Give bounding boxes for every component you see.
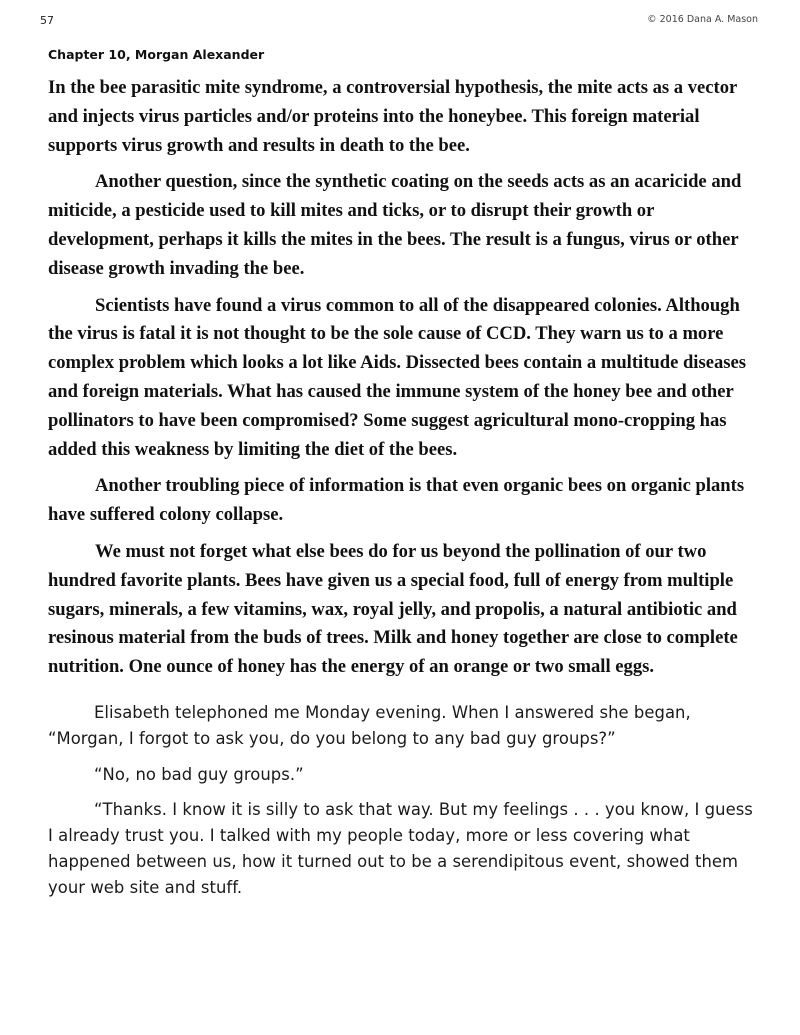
narrative-paragraph: Elisabeth telephoned me Monday evening. When I answered she began, “Morgan, I forgot to ask you, do you belong to any bad guy groups?” bbox=[48, 702, 691, 748]
copyright-notice: © 2016 Dana A. Mason bbox=[647, 14, 758, 25]
chapter-heading: Chapter 10, Morgan Alexander bbox=[48, 47, 265, 62]
bold-paragraph: In the bee parasitic mite syndrome, a controversial hypothesis, the mite acts as a vector and injects virus particles and/or proteins into the honeybee. This foreign material supports virus growth and results in death to the bee. bbox=[48, 77, 737, 156]
bold-paragraph: Scientists have found a virus common to all of the disappeared colonies. Although the virus is fatal it is not thought to be the sole cause of CCD. They warn us to a more complex problem which looks a lot like Aids. Dissected bees contain a multitude diseases and foreign materials. What has caused the immune system of the honey bee and other pollinators to have been compromised? Some suggest agricultural mono-cropping has added this weakness by limiting the diet of the bees. bbox=[48, 294, 746, 460]
narrative-paragraph: “No, no bad guy groups.” bbox=[94, 764, 304, 784]
bold-paragraph: Another troubling piece of information is that even organic bees on organic plants have suffered colony collapse. bbox=[48, 475, 745, 526]
bold-paragraph: We must not forget what else bees do for us beyond the pollination of our two hundred favorite plants. Bees have given us a special food, full of energy from multiple sugars, minerals, a few vitamins, wax, royal jelly, and propolis, a natural antibiotic and resinous material from the buds of trees. Milk and honey together are close to complete nutrition. One ounce of honey has the energy of an orange or two small eggs. bbox=[48, 540, 738, 678]
page-number: 57 bbox=[40, 14, 54, 27]
page-body bbox=[48, 74, 760, 911]
narrative-paragraph: “Thanks. I know it is silly to ask that way. But my feelings . . . you know, I guess I already trust you. I talked with my people today, more or less covering what happened between us, how it turned out to be a serendipitous event, showed them your web site and stuff. bbox=[48, 800, 753, 897]
bold-paragraph: Another question, since the synthetic coating on the seeds acts as an acaricide and miticide, a pesticide used to kill mites and ticks, or to disrupt their growth or development, perhaps it kills the mites in the bees. The result is a fungus, virus or other disease growth invading the bee. bbox=[48, 171, 742, 279]
